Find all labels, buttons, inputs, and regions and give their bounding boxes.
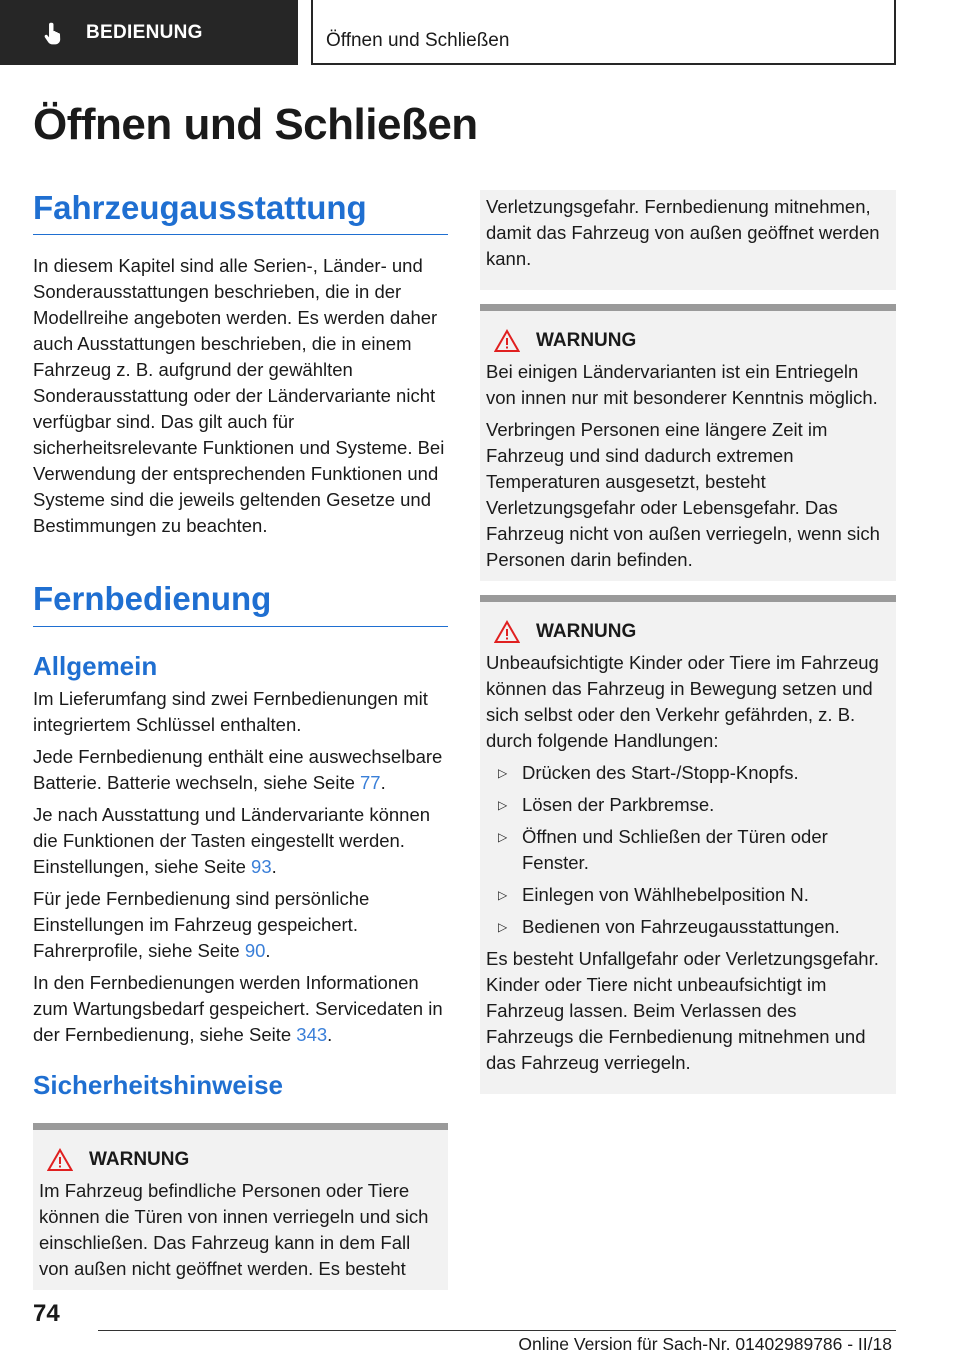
warning-text-1: Unbeaufsichtigte Kinder oder Tiere im Fahrzeug können das Fahrzeug in Bewegung setzen und sich selbst oder den Verkehr gefährden, z. B. durch folgende Handlungen:	[486, 652, 879, 751]
page-number: 74	[33, 1300, 60, 1327]
bullet-triangle-icon: ▷	[498, 920, 508, 934]
heading-sicherheitshinweise: Sicherheitshinweise	[33, 1069, 283, 1100]
footer-version: Online Version für Sach-Nr. 01402989786 - II/18	[518, 1334, 892, 1354]
warning-label: WARNUNG	[536, 621, 637, 642]
paragraph-allgemein-3: Je nach Ausstattung und Ländervariante können die Funktionen der Tasten eingestellt werden. Einstellungen, siehe Seite 93.	[33, 803, 431, 877]
bullet-triangle-icon: ▷	[498, 798, 508, 812]
warning-header	[494, 329, 888, 353]
paragraph-allgemein-1: Im Lieferumfang sind zwei Fernbedienungen mit integriertem Schlüssel enthalten.	[33, 687, 428, 735]
chapter-tab	[311, 0, 896, 65]
paragraph-allgemein-5: In den Fernbedienungen werden Informationen zum Wartungsbedarf gespeichert. Servicedaten in der Fernbedienung, siehe Seite 343.	[33, 971, 443, 1045]
page-link-90[interactable]: 90	[244, 939, 266, 961]
paragraph-allgemein-2: Jede Fernbedienung enthält eine auswechselbare Batterie. Batterie wechseln, siehe Seite 77.	[33, 745, 443, 793]
warning-text-2: Es besteht Unfallgefahr oder Verletzungsgefahr. Kinder oder Tiere nicht unbeaufsichtigt im Fahrzeug lassen. Beim Verlassen des Fahrzeugs die Fernbedienung mitnehmen und das Fahrzeug verriegeln.	[486, 948, 879, 1073]
left-column	[33, 190, 448, 1290]
warning-text-continued: Verletzungsgefahr. Fernbedienung mitnehmen, damit das Fahrzeug von außen geöffnet werden kann.	[486, 196, 880, 269]
bullet-triangle-icon: ▷	[498, 766, 508, 780]
warning-action-list	[486, 760, 888, 940]
warning-box-3	[480, 595, 896, 1094]
bullet-triangle-icon: ▷	[498, 888, 508, 902]
list-item: ▷ Lösen der Parkbremse.	[486, 792, 888, 818]
list-item: ▷ Drücken des Start-/Stopp-Knopfs.	[486, 760, 888, 786]
warning-label: WARNUNG	[536, 330, 637, 351]
heading-allgemein: Allgemein	[33, 650, 158, 681]
warning-text-1: Bei einigen Ländervarianten ist ein Entriegeln von innen nur mit besonderer Kenntnis möglich.	[486, 361, 878, 408]
page-link-93[interactable]: 93	[251, 855, 272, 877]
warning-header	[494, 620, 888, 644]
list-item: ▷ Bedienen von Fahrzeugausstattungen.	[486, 914, 888, 940]
bullet-triangle-icon: ▷	[498, 830, 508, 844]
warning-text: Im Fahrzeug befindliche Personen oder Tiere können die Türen von innen verriegeln und sich einschließen. Das Fahrzeug kann in dem Fall von außen nicht geöffnet werden. Es besteht	[39, 1179, 429, 1279]
page-link-343[interactable]: 343	[296, 1023, 328, 1045]
section-tab	[0, 0, 298, 65]
warning-header	[47, 1148, 440, 1172]
list-item: ▷ Öffnen und Schließen der Türen oder Fenster.	[498, 826, 828, 873]
section-label: BEDIENUNG	[86, 21, 203, 43]
page-link-77[interactable]: 77	[360, 771, 381, 793]
chapter-label: Öffnen und Schließen	[326, 30, 510, 51]
paragraph-allgemein-4: Für jede Fernbedienung sind persönliche Einstellungen im Fahrzeug gespeichert. Fahrerprofile, siehe Seite 90.	[33, 887, 370, 961]
list-item: ▷ Einlegen von Wählhebelposition N.	[486, 882, 888, 908]
warning-label: WARNUNG	[89, 1148, 190, 1170]
warning-text-2: Verbringen Personen eine längere Zeit im Fahrzeug und sind dadurch extremen Temperaturen ausgesetzt, besteht Verletzungsgefahr oder Lebensgefahr. Das Fahrzeug nicht von außen verriegeln, wenn sich Personen darin befinden.	[486, 419, 880, 570]
warning-box-1	[33, 1123, 448, 1290]
warning-icon	[494, 329, 520, 353]
hand-pointer-icon	[42, 20, 68, 46]
footer-divider	[98, 1330, 896, 1331]
warning-box-1-continued	[480, 190, 896, 290]
right-column	[480, 190, 896, 1094]
heading-fahrzeugausstattung: Fahrzeugausstattung	[33, 190, 448, 235]
heading-fernbedienung: Fernbedienung	[33, 581, 448, 626]
paragraph-fahrzeugausstattung: In diesem Kapitel sind alle Serien-, Länder- und Sonderausstattungen beschrieben, die in der Modellreihe angeboten werden. Es werden daher auch Ausstattungen beschrieben, die in einem Fahrzeug z. B. aufgrund der gewählten Sonderausstattung oder der Ländervariante nicht verfügbar sind. Das gilt auch für sicherheitsrelevante Funktionen und Systeme. Bei Verwendung der entsprechenden Funktionen und Systeme sind die jeweils geltenden Gesetze und Bestimmungen zu beachten.	[33, 255, 445, 537]
page-title: Öffnen und Schließen	[33, 100, 478, 149]
warning-icon	[494, 620, 520, 644]
warning-icon	[47, 1148, 73, 1172]
warning-box-2	[480, 304, 896, 581]
